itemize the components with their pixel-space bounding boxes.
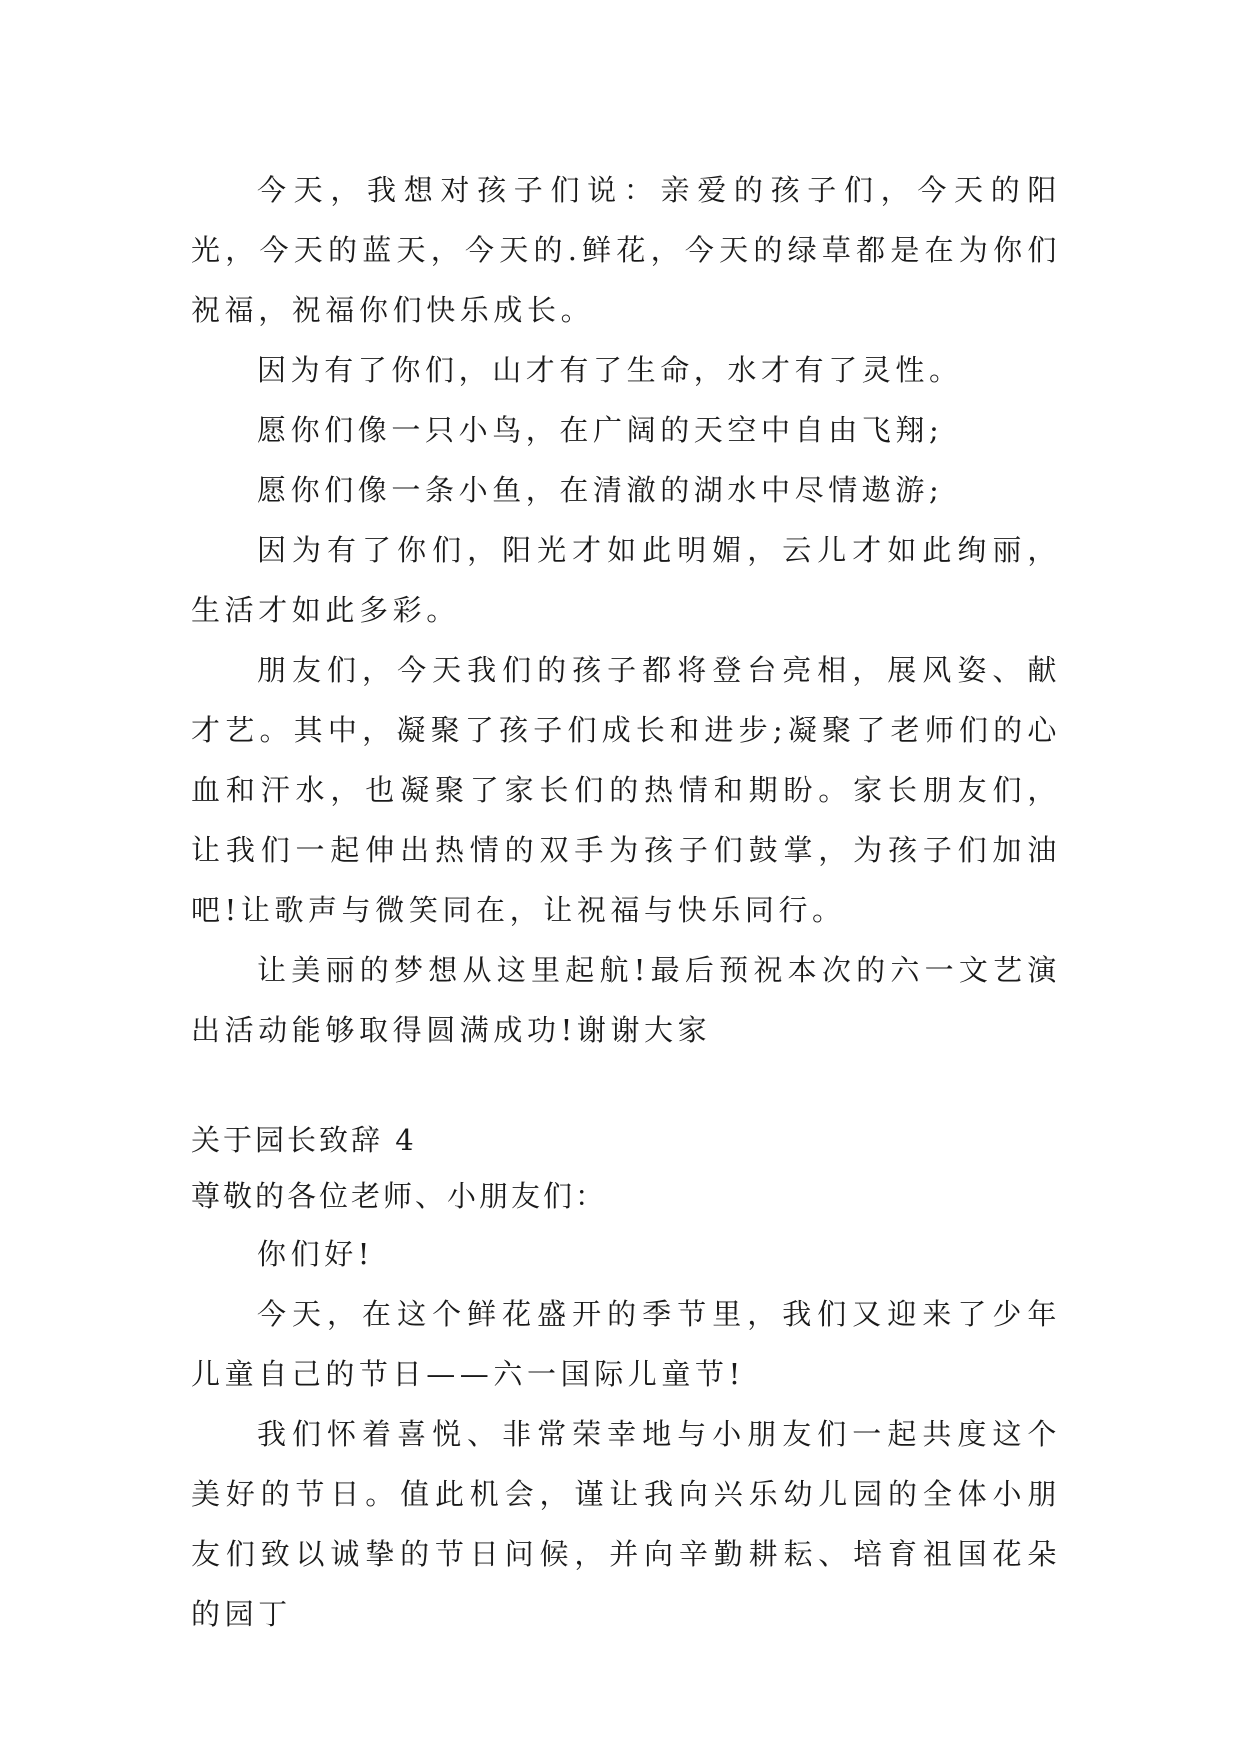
section-gap <box>191 1060 1061 1112</box>
paragraph: 你们好! <box>257 1237 375 1271</box>
paragraph: 愿你们像一只小鸟，在广阔的天空中自由飞翔; <box>257 413 944 447</box>
paragraph: 今天，在这个鲜花盛开的季节里，我们又迎来了少年儿童自己的节日——六一国际儿童节! <box>191 1297 1061 1391</box>
salutation: 尊敬的各位老师、小朋友们： <box>191 1179 608 1213</box>
section-heading: 关于园长致辞 4 <box>191 1123 417 1157</box>
paragraph: 让美丽的梦想从这里起航!最后预祝本次的六一文艺演出活动能够取得圆满成功!谢谢大家 <box>191 953 1061 1047</box>
paragraph: 我们怀着喜悦、非常荣幸地与小朋友们一起共度这个美好的节日。值此机会，谨让我向兴乐幼儿园的全体小朋友们致以诚挚的节日问候，并向辛勤耕耘、培育祖国花朵的园丁 <box>191 1417 1061 1631</box>
paragraph: 因为有了你们，山才有了生命，水才有了灵性。 <box>257 353 963 387</box>
paragraph: 朋友们，今天我们的孩子都将登台亮相，展风姿、献才艺。其中，凝聚了孩子们成长和进步;凝聚了老师们的心血和汗水，也凝聚了家长们的热情和期盼。家长朋友们，让我们一起伸出热情的双手为孩子们鼓掌，为孩子们加油吧!让歌声与微笑同在，让祝福与快乐同行。 <box>191 653 1061 927</box>
document-page <box>191 160 1061 1644</box>
paragraph: 因为有了你们，阳光才如此明媚，云儿才如此绚丽，生活才如此多彩。 <box>191 533 1061 627</box>
paragraph: 今天，我想对孩子们说：亲爱的孩子们，今天的阳光，今天的蓝天，今天的.鲜花，今天的绿草都是在为你们祝福，祝福你们快乐成长。 <box>191 173 1061 327</box>
paragraph: 愿你们像一条小鱼，在清澈的湖水中尽情遨游; <box>257 473 944 507</box>
